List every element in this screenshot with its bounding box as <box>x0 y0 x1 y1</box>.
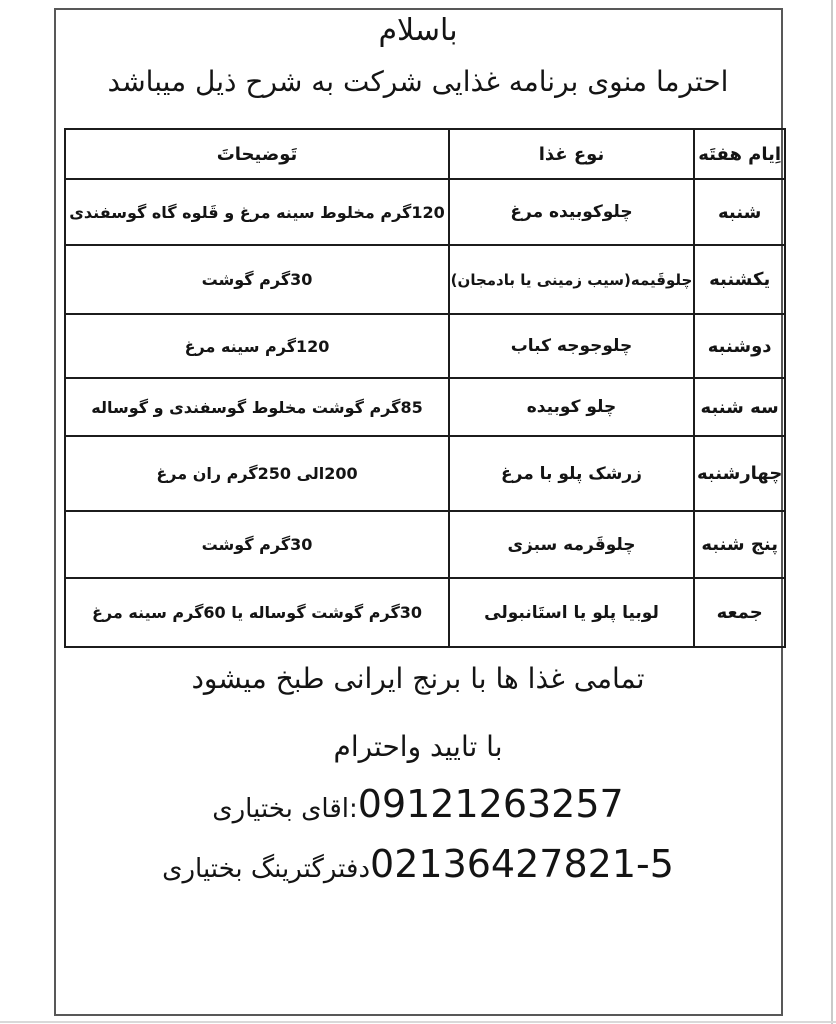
catering-office-name: دفترگترینگ بختیاری <box>162 854 371 884</box>
weekly-menu-table <box>64 128 786 648</box>
details-cell: 30گرم گوشت <box>65 511 449 578</box>
mobile-phone-number: 09121263257 <box>357 782 624 826</box>
table-row <box>65 511 785 578</box>
table-row <box>65 314 785 378</box>
day-cell: دوشنبه <box>694 314 785 378</box>
day-cell: چهارشنبه <box>694 436 785 511</box>
day-cell: پنج شنبه <box>694 511 785 578</box>
food-cell: چلوجوجه کباب <box>449 314 694 378</box>
details-cell: 85گرم گوشت مخلوط گوسفندی و گوساله <box>65 378 449 436</box>
signoff-line: با تایید واحترام <box>333 730 503 763</box>
table-row <box>65 436 785 511</box>
table-row <box>65 179 785 245</box>
page-title: باسلام <box>378 13 458 48</box>
details-cell: 120گرم مخلوط سینه مرغ و قَلوه گاه گوسفندی <box>65 179 449 245</box>
details-cell: 120گرم سینه مرغ <box>65 314 449 378</box>
rice-note: تمامی غذا ها با برنج ایرانی طبخ میشود <box>191 662 645 695</box>
header-day: اِیام هفتَه <box>694 129 785 179</box>
table-header-row <box>65 129 785 179</box>
day-cell: جمعه <box>694 578 785 647</box>
day-cell: یکشنبه <box>694 245 785 314</box>
table-row <box>65 378 785 436</box>
office-phone-number: 02136427821-5 <box>370 842 674 886</box>
header-details: تَوضیحاتَ <box>65 129 449 179</box>
photo-bottom-edge <box>0 1021 836 1023</box>
food-cell: زرشک پلو با مرغ <box>449 436 694 511</box>
table-row <box>65 578 785 647</box>
header-food: نوع غذا <box>449 129 694 179</box>
food-cell: چلو کوبیده <box>449 378 694 436</box>
food-cell: چلوقَیمه(سیب زمینی یا بادمجان) <box>449 245 694 314</box>
contact-line-mobile <box>0 782 836 826</box>
contact-line-office <box>0 842 836 886</box>
details-cell: 200الی 250گرم ران مرغ <box>65 436 449 511</box>
food-cell: لوبیا پلو یا استَانبولی <box>449 578 694 647</box>
food-cell: چلوکوبیده مرغ <box>449 179 694 245</box>
day-cell: سه شنبه <box>694 378 785 436</box>
table-row <box>65 245 785 314</box>
details-cell: 30گرم گوشت <box>65 245 449 314</box>
details-cell: 30گرم گوشت گوساله یا 60گرم سینه مرغ <box>65 578 449 647</box>
page-subtitle: احترما منوی برنامه غذایی شرکت به شرح ذیل میباشد <box>107 65 729 98</box>
food-cell: چلوقَرمه سبزی <box>449 511 694 578</box>
day-cell: شنبه <box>694 179 785 245</box>
contact-person-name: :اقای بختیاری <box>212 794 358 824</box>
